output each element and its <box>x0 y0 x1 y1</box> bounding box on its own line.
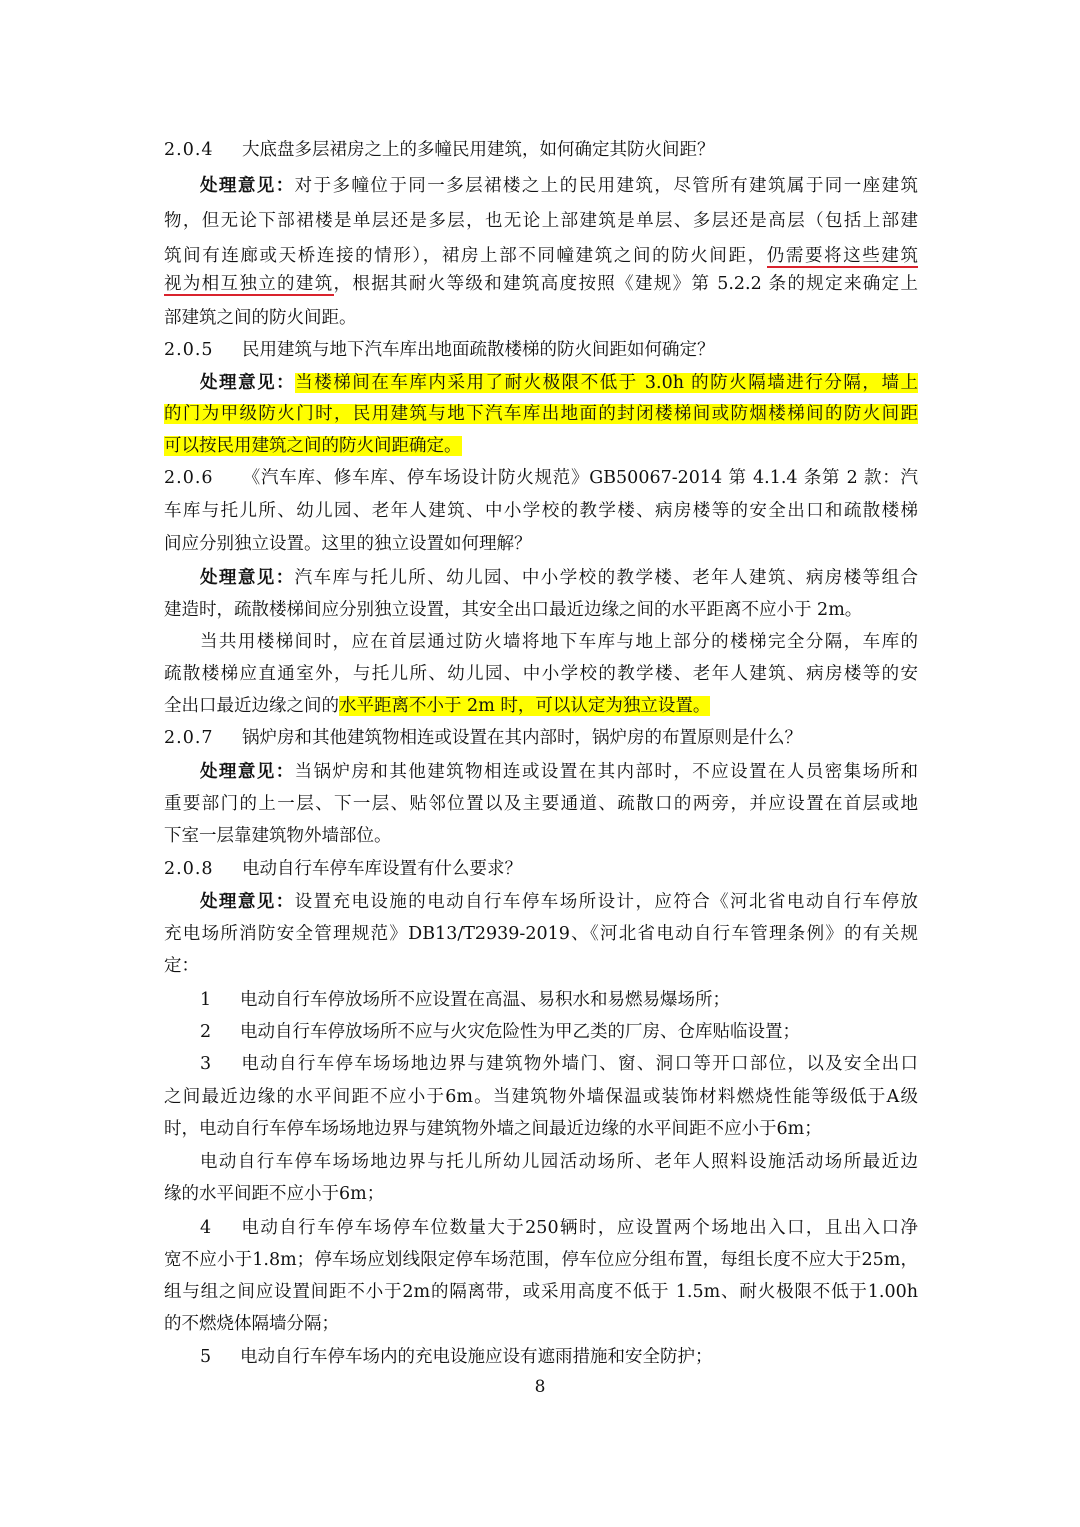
section-number: 2.0.8 <box>164 859 214 879</box>
answer-line: 处理意见：设置充电设施的电动自行车停车场所设计，应符合《河北省电动自行车停放 <box>200 892 918 912</box>
answer-line: 组与组之间应设置间距不小于2m的隔离带，或采用高度不低于 1.5m、耐火极限不低于1.00h <box>164 1282 918 1302</box>
list-item: 3 电动自行车停车场场地边界与建筑物外墙门、窗、洞口等开口部位，以及安全出口 <box>200 1048 918 1080</box>
answer-line: 的不燃烧体隔墙分隔； <box>164 1314 339 1334</box>
answer-line: 筑间有连廊或天桥连接的情形），裙房上部不同幢建筑之间的防火间距，仍需要将这些建筑 <box>164 246 918 266</box>
item-number: 5 <box>200 1347 212 1367</box>
question-text: 民用建筑与地下汽车库出地面疏散楼梯的防火间距如何确定？ <box>242 340 715 360</box>
answer-line: 时，电动自行车停车场场地边界与建筑物外墙之间最近边缘的水平间距不应小于6m； <box>164 1119 822 1139</box>
section-number: 2.0.7 <box>164 728 214 748</box>
answer-line <box>164 430 918 462</box>
item-number: 2 <box>200 1022 212 1042</box>
question-text: 车库与托儿所、幼儿园、老年人建筑、中小学校的教学楼、病房楼等的安全出口和疏散楼梯 <box>164 501 918 521</box>
list-item: 2 电动自行车停放场所不应与火灾危险性为甲乙类的厂房、仓库贴临设置； <box>200 1016 918 1048</box>
answer-label: 处理意见： <box>200 762 295 782</box>
answer-line: 定： <box>164 956 199 976</box>
answer-line <box>164 398 918 430</box>
answer-line: 处理意见：对于多幢位于同一多层裙楼之上的民用建筑，尽管所有建筑属于同一座建筑 <box>200 176 918 196</box>
question-text: 大底盘多层裙房之上的多幢民用建筑，如何确定其防火间距？ <box>242 140 715 160</box>
answer-line: 物，但无论下部裙楼是单层还是多层，也无论上部建筑是单层、多层还是高层（包括上部建 <box>164 211 918 231</box>
question-2-0-8 <box>164 853 918 885</box>
answer-line: 电动自行车停车场场地边界与托儿所幼儿园活动场所、老年人照料设施活动场所最近边 <box>200 1152 918 1172</box>
answer-line: 处理意见：当锅炉房和其他建筑物相连或设置在其内部时，不应设置在人员密集场所和 <box>200 762 918 782</box>
answer-label: 处理意见： <box>200 892 295 912</box>
item-number: 1 <box>200 990 212 1010</box>
list-item: 5 电动自行车停车场内的充电设施应设有遮雨措施和安全防护； <box>200 1341 918 1373</box>
answer-line: 部建筑之间的防火间距。 <box>164 308 357 328</box>
answer-line: 重要部门的上一层、下一层、贴邻位置以及主要通道、疏散口的两旁，并应设置在首层或地 <box>164 794 918 814</box>
question-2-0-4 <box>164 134 918 166</box>
question-text: 锅炉房和其他建筑物相连或设置在其内部时，锅炉房的布置原则是什么？ <box>242 728 802 748</box>
question-2-0-6 <box>164 462 918 494</box>
question-text: 电动自行车停车库设置有什么要求？ <box>242 859 522 879</box>
list-item: 4 电动自行车停车场停车位数量大于250辆时，应设置两个场地出入口，且出入口净 <box>200 1212 918 1244</box>
answer-line: 之间最近边缘的水平间距不应小于6m。当建筑物外墙保温或装饰材料燃烧性能等级低于A级 <box>164 1087 918 1107</box>
list-item: 1 电动自行车停放场所不应设置在高温、易积水和易燃易爆场所； <box>200 984 918 1016</box>
section-number: 2.0.5 <box>164 340 214 360</box>
answer-line: 处理意见：汽车库与托儿所、幼儿园、中小学校的教学楼、老年人建筑、病房楼等组合 <box>200 568 918 588</box>
item-number: 4 <box>200 1218 212 1238</box>
highlighted-text: 水平距离不小于 2m 时，可以认定为独立设置。 <box>339 696 711 716</box>
underlined-text: 仍需要将这些建筑 <box>766 246 918 266</box>
answer-line: 缘的水平间距不应小于6m； <box>164 1184 385 1204</box>
answer-label: 处理意见： <box>200 568 295 588</box>
question-text: 间应分别独立设置。这里的独立设置如何理解？ <box>164 534 532 554</box>
highlighted-text: 当楼梯间在车库内采用了耐火极限不低于 3.0h 的防火隔墙进行分隔，墙上 <box>295 373 918 393</box>
answer-line: 下室一层靠建筑物外墙部位。 <box>164 826 392 846</box>
answer-line: 当共用楼梯间时，应在首层通过防火墙将地下车库与地上部分的楼梯完全分隔，车库的 <box>200 632 918 652</box>
answer-line: 全出口最近边缘之间的水平距离不小于 2m 时，可以认定为独立设置。 <box>164 696 711 716</box>
section-number: 2.0.6 <box>164 468 214 488</box>
page-number: 8 <box>534 1377 546 1397</box>
answer-line: 疏散楼梯应直通室外，与托儿所、幼儿园、中小学校的教学楼、老年人建筑、病房楼等的安 <box>164 664 918 684</box>
answer-label: 处理意见： <box>200 373 296 393</box>
answer-line: 建造时，疏散楼梯间应分别独立设置，其安全出口最近边缘之间的水平距离不应小于 2m。 <box>164 600 863 620</box>
question-text: 《汽车库、修车库、停车场设计防火规范》GB50067-2014 第 4.1.4 条第 2 款：汽 <box>242 468 918 488</box>
highlighted-text: 可以按民用建筑之间的防火间距确定。 <box>164 436 462 456</box>
question-2-0-7 <box>164 722 918 754</box>
section-number: 2.0.4 <box>164 140 214 160</box>
answer-line: 宽不应小于1.8m；停车场应划线限定停车场范围，停车位应分组布置，每组长度不应大于25m， <box>164 1250 918 1270</box>
question-2-0-5 <box>164 334 918 366</box>
underlined-text: 视为相互独立的建筑 <box>164 274 334 294</box>
answer-label: 处理意见： <box>200 176 295 196</box>
answer-line: 充电场所消防安全管理规范》DB13/T2939-2019、《河北省电动自行车管理条例》的有关规 <box>164 924 918 944</box>
answer-line: 视为相互独立的建筑，根据其耐火等级和建筑高度按照《建规》第 5.2.2 条的规定来确定上 <box>164 274 918 294</box>
answer-line <box>200 367 918 399</box>
item-number: 3 <box>200 1054 212 1074</box>
highlighted-text: 的门为甲级防火门时，民用建筑与地下汽车库出地面的封闭楼梯间或防烟楼梯间的防火间距 <box>164 404 918 424</box>
